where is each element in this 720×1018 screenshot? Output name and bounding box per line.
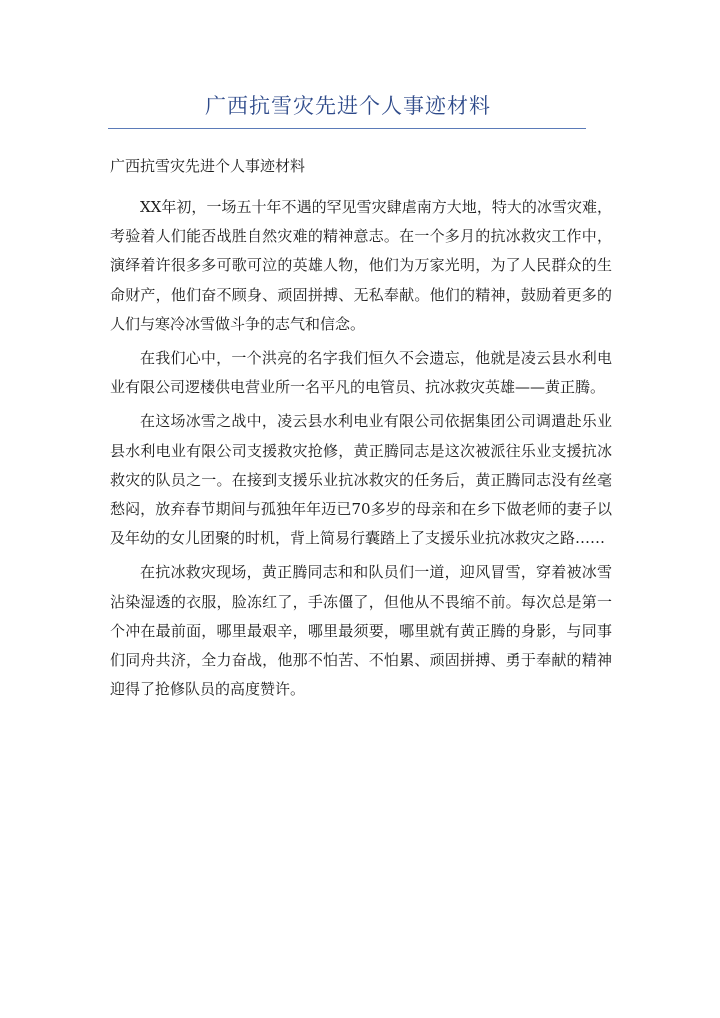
paragraph: 在我们心中，一个洪亮的名字我们恒久不会遗忘，他就是凌云县水利电业有限公司逻楼供电营业所一名平凡的电管员、抗冰救灾英雄——黄正腾。 (110, 349, 612, 397)
paragraph: 在这场冰雪之战中，凌云县水利电业有限公司依据集团公司调遣赴乐业县水利电业有限公司支援救灾抢修，黄正腾同志是这次被派往乐业支援抗冰救灾的队员之一。在接到支援乐业抗冰救灾的任务后，黄正腾同志没有丝毫愁闷，放弃春节期间与孤独年年迈已70多岁的母亲和在乡下做老师的妻子以及年幼的女儿团聚的时机，背上简易行囊踏上了支援乐业抗冰救灾之路…… (110, 412, 612, 548)
document-title: 广西抗雪灾先进个人事迹材料 (205, 94, 491, 118)
document-subtitle: 广西抗雪灾先进个人事迹材料 (110, 157, 306, 175)
document-body (110, 193, 612, 709)
paragraph: XX年初，一场五十年不遇的罕见雪灾肆虐南方大地，特大的冰雪灾难，考验着人们能否战胜自然灾难的精神意志。在一个多月的抗冰救灾工作中，演绎着许很多多可歌可泣的英雄人物，他们为万家光明，为了人民群众的生命财产，他们奋不顾身、顽固拼搏、无私奉献。他们的精神，鼓励着更多的人们与寒冷冰雪做斗争的志气和信念。 (110, 198, 612, 333)
title-divider (108, 128, 586, 129)
paragraph: 在抗冰救灾现场，黄正腾同志和和队员们一道，迎风冒雪，穿着被冰雪沾染湿透的衣服，脸冻红了，手冻僵了，但他从不畏缩不前。每次总是第一个冲在最前面，哪里最艰辛，哪里最须要，哪里就有黄正腾的身影，与同事们同舟共济，全力奋战，他那不怕苦、不怕累、顽固拼搏、勇于奉献的精神迎得了抢修队员的高度赞许。 (110, 563, 612, 699)
